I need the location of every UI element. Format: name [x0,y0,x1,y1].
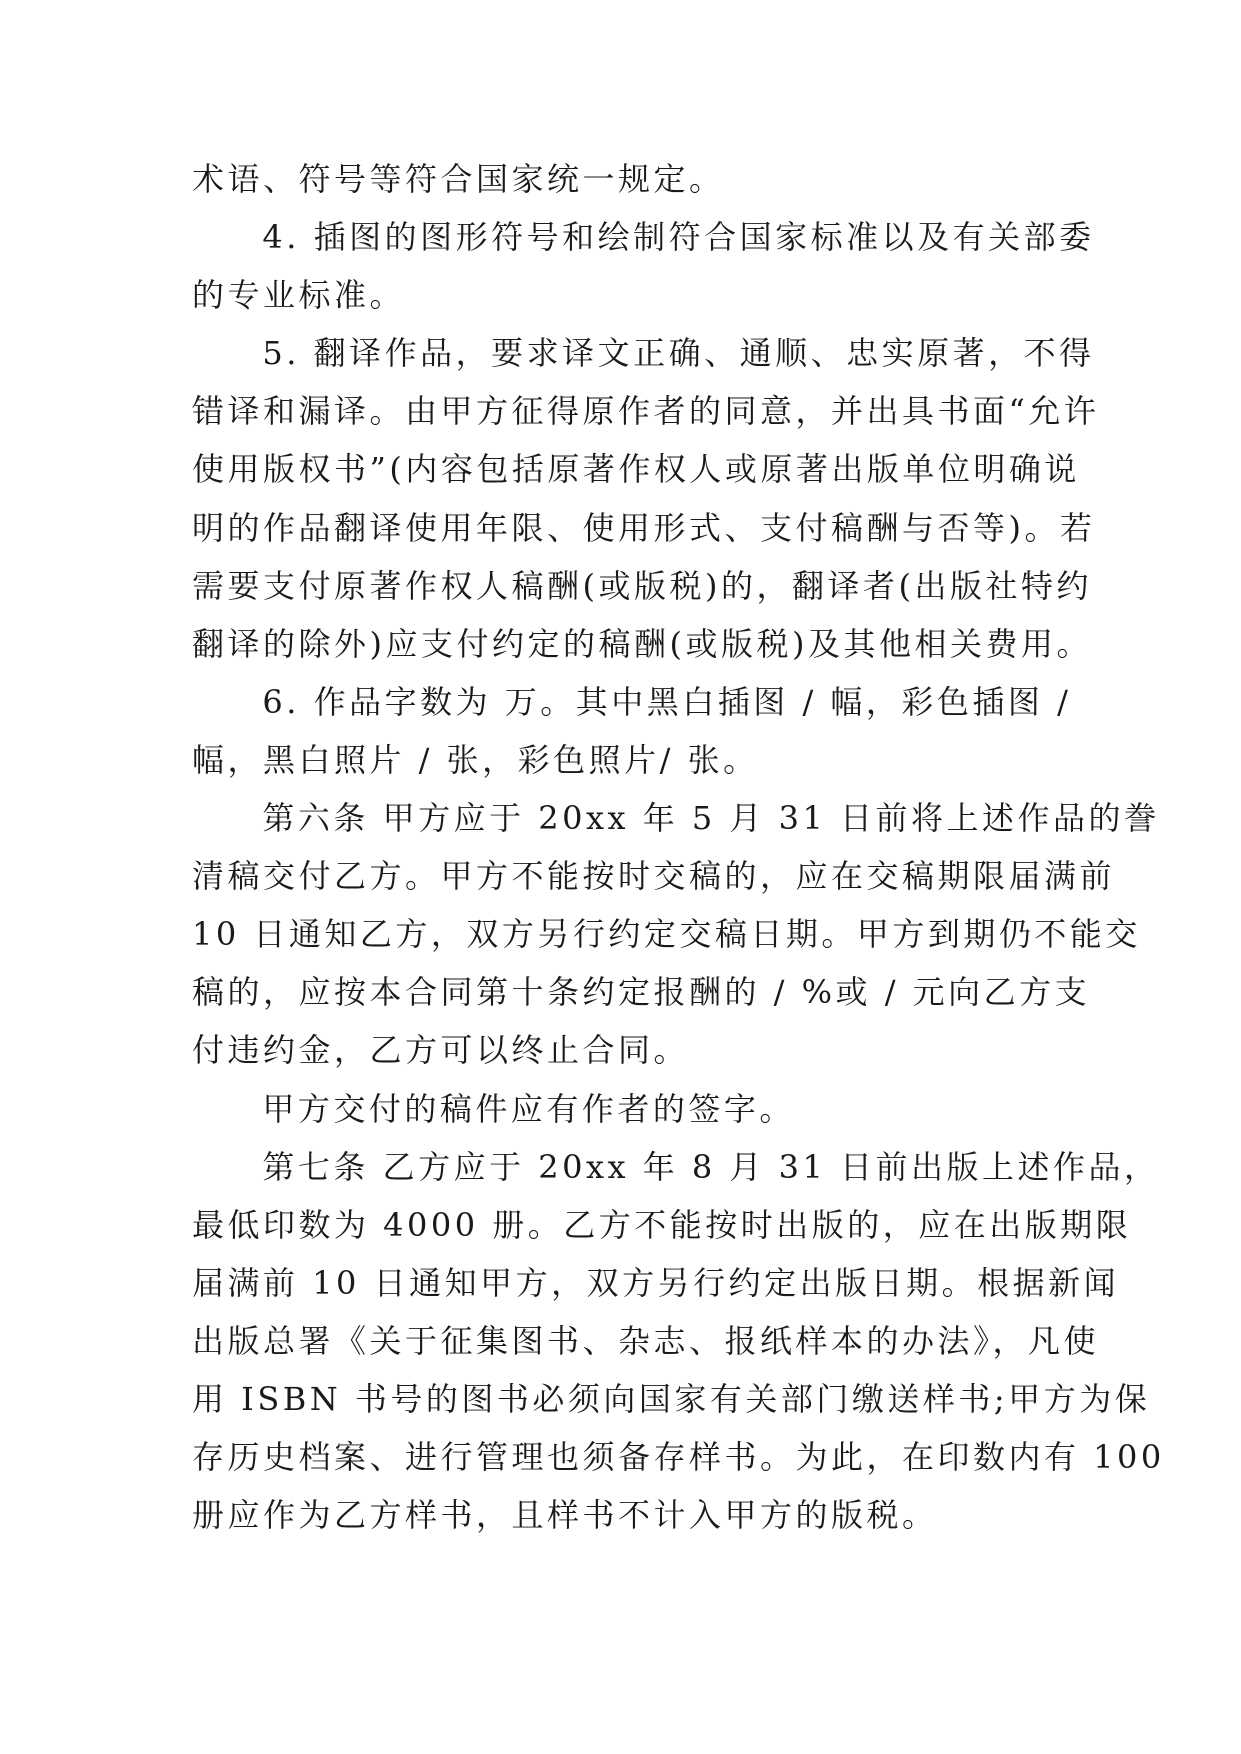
text-line: 5. 翻译作品，要求译文正确、通顺、忠实原著，不得 [262,334,1095,373]
text-line: 付违约金，乙方可以终止合同。 [192,1031,690,1070]
text-line: 用 ISBN 书号的图书必须向国家有关部门缴送样书;甲方为保 [192,1379,1151,1418]
text-line: 第七条 乙方应于 20xx 年 8 月 31 日前出版上述作品， [262,1147,1160,1186]
text-line: 需要支付原著作权人稿酬(或版税)的，翻译者(出版社特约 [192,566,1092,605]
text-line: 第六条 甲方应于 20xx 年 5 月 31 日前将上述作品的誊 [262,799,1160,838]
paragraph-item-4-illustrations [192,208,1095,324]
text-line: 届满前 10 日通知甲方，双方另行约定出版日期。根据新闻 [192,1263,1120,1302]
text-line: 甲方交付的稿件应有作者的签字。 [262,1089,795,1128]
text-line: 清稿交付乙方。甲方不能按时交稿的，应在交稿期限届满前 [192,857,1116,896]
text-line: 6. 作品字数为 万。其中黑白插图 / 幅，彩色插图 / [262,682,1072,721]
paragraph-item-6-word-count [192,673,1072,789]
text-line: 出版总署《关于征集图书、杂志、报纸样本的办法》，凡使 [192,1321,1100,1360]
paragraph-item-5-translation [192,324,1100,673]
text-line: 稿的，应按本合同第十条约定报酬的 / %或 / 元向乙方支 [192,973,1091,1012]
text-line: 10 日通知乙方，双方另行约定交稿日期。甲方到期仍不能交 [192,915,1141,954]
text-line: 翻译的除外)应支付约定的稿酬(或版税)及其他相关费用。 [192,624,1092,663]
text-line: 的专业标准。 [192,276,406,315]
text-line: 最低印数为 4000 册。乙方不能按时出版的，应在出版期限 [192,1205,1132,1244]
text-line: 术语、符号等符合国家统一规定。 [192,160,725,198]
contract-body [192,150,1165,1544]
paragraph-article-7 [192,1138,1165,1545]
paragraph-terms [192,150,1072,208]
paragraph-author-signature [192,1080,1072,1138]
text-line: 册应作为乙方样书，且样书不计入甲方的版税。 [192,1496,938,1535]
text-line: 幅，黑白照片 / 张，彩色照片/ 张。 [192,740,759,779]
text-line: 4. 插图的图形符号和绘制符合国家标准以及有关部委 [262,218,1095,257]
paragraph-article-6 [192,789,1160,1079]
text-line: 使用版权书”(内容包括原著作权人或原著出版单位明确说 [192,450,1080,489]
text-line: 明的作品翻译使用年限、使用形式、支付稿酬与否等)。若 [192,508,1096,547]
text-line: 存历史档案、进行管理也须备存样书。为此，在印数内有 100 [192,1438,1165,1477]
text-line: 错译和漏译。由甲方征得原作者的同意，并出具书面“允许 [192,392,1100,431]
